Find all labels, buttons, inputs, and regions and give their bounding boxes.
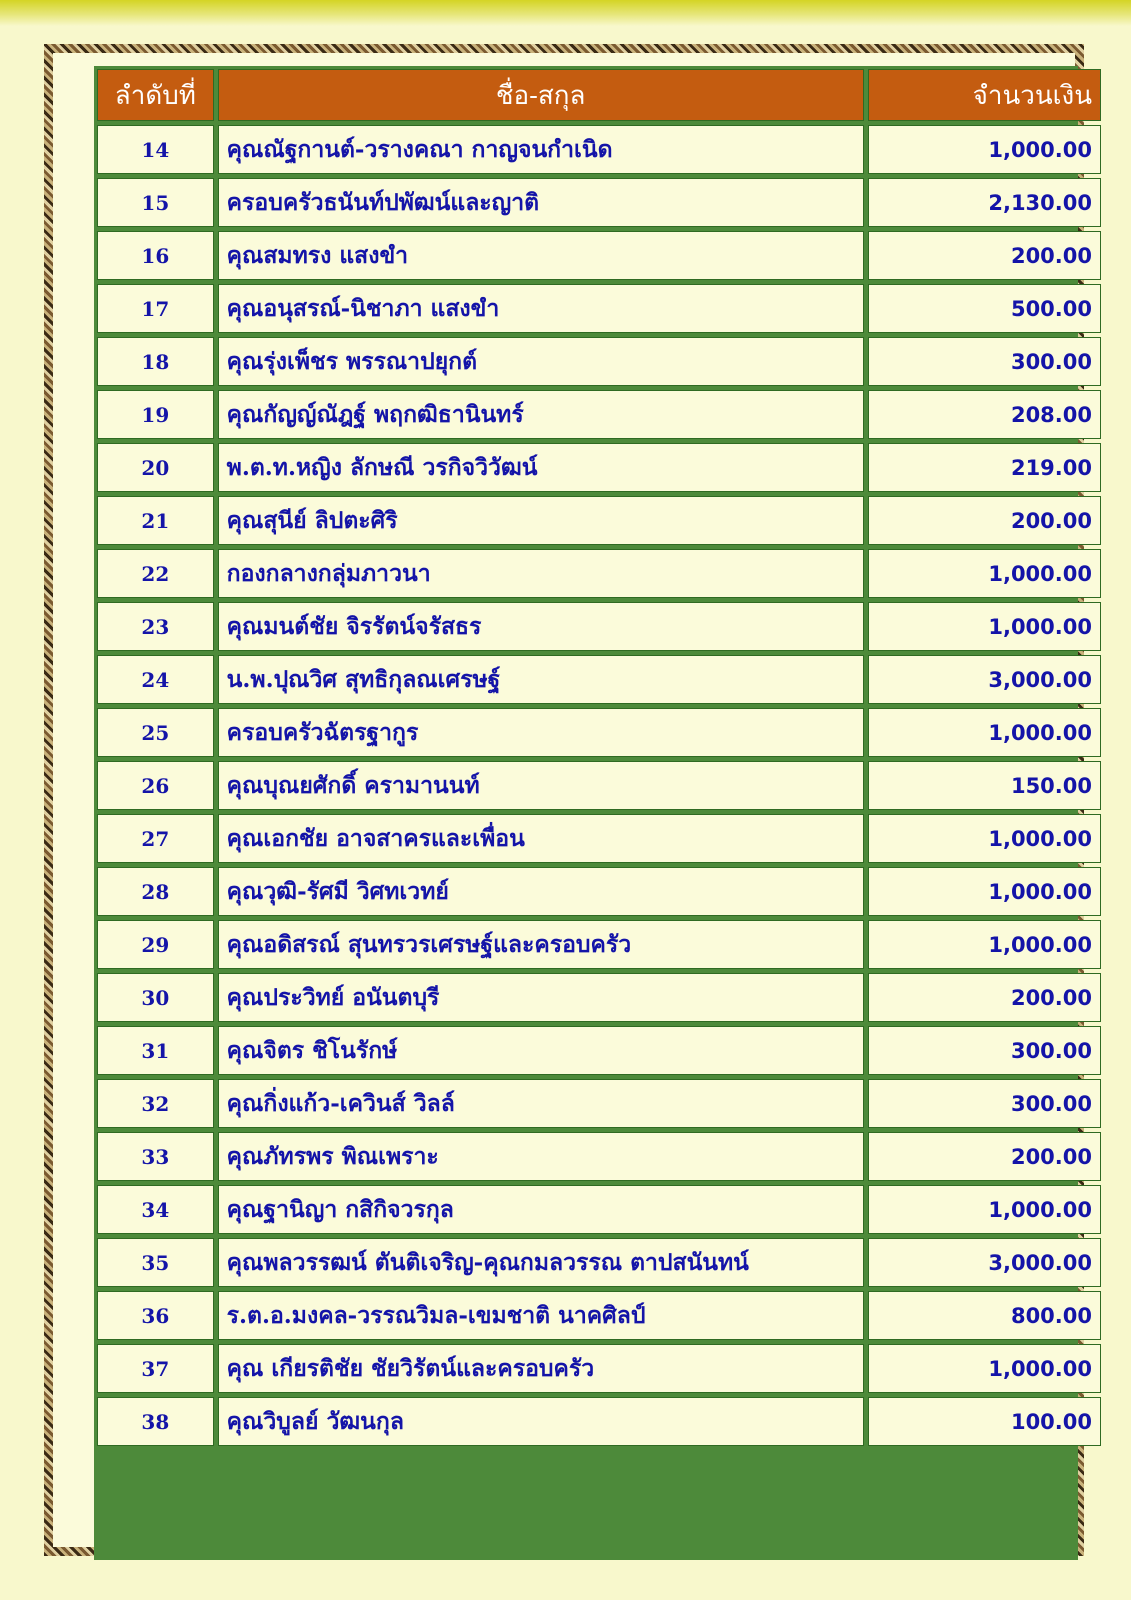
row-number: 38 — [97, 1397, 214, 1446]
row-name: คุณรุ่งเพ็ชร พรรณาปยุกต์ — [218, 337, 864, 386]
row-number: 35 — [97, 1238, 214, 1287]
row-amount: 200.00 — [868, 496, 1101, 545]
top-band — [0, 0, 1131, 26]
row-amount: 1,000.00 — [868, 920, 1101, 969]
row-number: 22 — [97, 549, 214, 598]
row-amount: 1,000.00 — [868, 125, 1101, 174]
row-name: คุณกิ่งแก้ว-เควินส์ วิลล์ — [218, 1079, 864, 1128]
row-number: 16 — [97, 231, 214, 280]
row-number: 37 — [97, 1344, 214, 1393]
table-row — [97, 708, 1101, 757]
row-amount: 300.00 — [868, 337, 1101, 386]
row-number: 24 — [97, 655, 214, 704]
row-amount: 2,130.00 — [868, 178, 1101, 227]
row-number: 20 — [97, 443, 214, 492]
row-name: คุณฐานิญา กสิกิจวรกุล — [218, 1185, 864, 1234]
row-name: คุณกัญญ์ณัฎฐ์ พฤกฒิธานินทร์ — [218, 390, 864, 439]
donation-table — [93, 65, 1105, 1450]
table-row — [97, 602, 1101, 651]
row-name: คุณวิบูลย์ วัฒนกุล — [218, 1397, 864, 1446]
table-row — [97, 1397, 1101, 1446]
row-amount: 300.00 — [868, 1079, 1101, 1128]
row-number: 31 — [97, 1026, 214, 1075]
row-name: กองกลางกลุ่มภาวนา — [218, 549, 864, 598]
row-number: 25 — [97, 708, 214, 757]
row-amount: 1,000.00 — [868, 1185, 1101, 1234]
row-number: 23 — [97, 602, 214, 651]
row-number: 18 — [97, 337, 214, 386]
donation-table-container — [94, 66, 1092, 1560]
row-name: คุณจิตร ชิโนรักษ์ — [218, 1026, 864, 1075]
header-number: ลำดับที่ — [97, 69, 214, 121]
row-number: 28 — [97, 867, 214, 916]
row-amount: 208.00 — [868, 390, 1101, 439]
row-name: คุณมนต์ชัย จิรรัตน์จรัสธร — [218, 602, 864, 651]
table-row — [97, 1238, 1101, 1287]
row-amount: 800.00 — [868, 1291, 1101, 1340]
row-number: 30 — [97, 973, 214, 1022]
row-number: 27 — [97, 814, 214, 863]
row-name: คุณ เกียรติชัย ชัยวิรัตน์และครอบครัว — [218, 1344, 864, 1393]
row-amount: 200.00 — [868, 973, 1101, 1022]
row-number: 21 — [97, 496, 214, 545]
table-row — [97, 1344, 1101, 1393]
row-name: คุณเอกชัย อาจสาครและเพื่อน — [218, 814, 864, 863]
table-row — [97, 1026, 1101, 1075]
row-number: 36 — [97, 1291, 214, 1340]
row-number: 29 — [97, 920, 214, 969]
row-amount: 300.00 — [868, 1026, 1101, 1075]
table-row — [97, 814, 1101, 863]
row-amount: 200.00 — [868, 231, 1101, 280]
table-row — [97, 549, 1101, 598]
row-name: ครอบครัวฉัตรฐากูร — [218, 708, 864, 757]
row-amount: 3,000.00 — [868, 655, 1101, 704]
table-row — [97, 867, 1101, 916]
row-name: ร.ต.อ.มงคล-วรรณวิมล-เขมชาติ นาคศิลป์ — [218, 1291, 864, 1340]
row-number: 14 — [97, 125, 214, 174]
table-row — [97, 125, 1101, 174]
row-name: ครอบครัวธนันท์ปพัฒน์และญาติ — [218, 178, 864, 227]
table-row — [97, 655, 1101, 704]
header-name: ชื่อ-สกุล — [218, 69, 864, 121]
table-row — [97, 443, 1101, 492]
row-number: 19 — [97, 390, 214, 439]
row-amount: 500.00 — [868, 284, 1101, 333]
header-amount: จำนวนเงิน — [868, 69, 1101, 121]
table-row — [97, 284, 1101, 333]
row-name: พ.ต.ท.หญิง ลักษณี วรกิจวิวัฒน์ — [218, 443, 864, 492]
row-name: คุณสุนีย์ ลิปตะศิริ — [218, 496, 864, 545]
row-name: คุณอนุสรณ์-นิชาภา แสงขำ — [218, 284, 864, 333]
table-row — [97, 1132, 1101, 1181]
table-header-row — [97, 69, 1101, 121]
row-amount: 1,000.00 — [868, 602, 1101, 651]
row-number: 26 — [97, 761, 214, 810]
row-amount: 200.00 — [868, 1132, 1101, 1181]
row-number: 34 — [97, 1185, 214, 1234]
row-amount: 219.00 — [868, 443, 1101, 492]
row-name: คุณภัทรพร พิณเพราะ — [218, 1132, 864, 1181]
table-row — [97, 761, 1101, 810]
row-amount: 1,000.00 — [868, 867, 1101, 916]
table-row — [97, 973, 1101, 1022]
row-number: 33 — [97, 1132, 214, 1181]
row-number: 17 — [97, 284, 214, 333]
table-row — [97, 390, 1101, 439]
table-row — [97, 920, 1101, 969]
table-row — [97, 178, 1101, 227]
row-name: คุณอดิสรณ์ สุนทรวรเศรษฐ์และครอบครัว — [218, 920, 864, 969]
row-amount: 1,000.00 — [868, 708, 1101, 757]
row-amount: 1,000.00 — [868, 549, 1101, 598]
row-amount: 100.00 — [868, 1397, 1101, 1446]
table-row — [97, 231, 1101, 280]
row-name: คุณประวิทย์ อนันตบุรี — [218, 973, 864, 1022]
row-amount: 1,000.00 — [868, 814, 1101, 863]
row-amount: 1,000.00 — [868, 1344, 1101, 1393]
table-row — [97, 337, 1101, 386]
row-number: 32 — [97, 1079, 214, 1128]
table-row — [97, 1079, 1101, 1128]
row-name: คุณพลวรรฒน์ ตันติเจริญ-คุณกมลวรรณ ตาปสนันทน์ — [218, 1238, 864, 1287]
row-amount: 3,000.00 — [868, 1238, 1101, 1287]
table-row — [97, 496, 1101, 545]
row-number: 15 — [97, 178, 214, 227]
row-name: คุณบุณยศักดิ์ ครามานนท์ — [218, 761, 864, 810]
table-row — [97, 1185, 1101, 1234]
row-name: คุณวุฒิ-รัศมี วิศทเวทย์ — [218, 867, 864, 916]
row-name: น.พ.ปุณวิศ สุทธิกุลณเศรษฐ์ — [218, 655, 864, 704]
table-row — [97, 1291, 1101, 1340]
row-amount: 150.00 — [868, 761, 1101, 810]
row-name: คุณณัฐกานต์-วรางคณา กาญจนกำเนิด — [218, 125, 864, 174]
row-name: คุณสมทรง แสงขำ — [218, 231, 864, 280]
